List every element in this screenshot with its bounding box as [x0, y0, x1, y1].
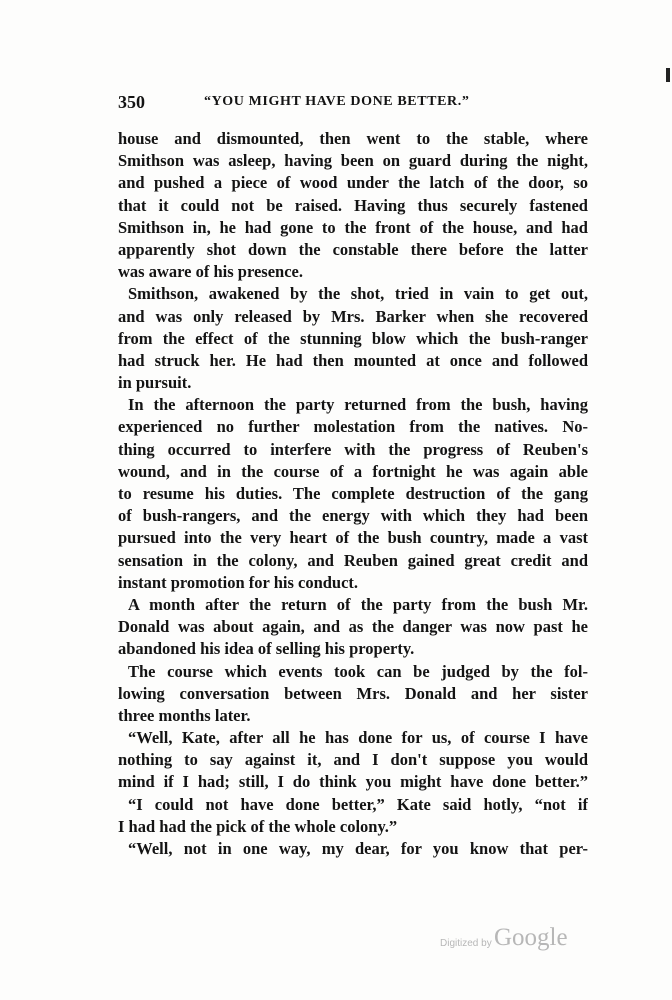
text-line: house and dismounted, then went to the stable, where [118, 129, 588, 148]
text-line: wound, and in the course of a fortnight he was again able [118, 461, 588, 481]
page-edge-mark [666, 68, 670, 82]
text-line: three months later. [118, 705, 251, 725]
text-line: to resume his duties. The complete destruction of the gang [118, 484, 588, 503]
text-line: from the effect of the stunning blow which the bush-ranger [118, 328, 588, 348]
text-line: Donald was about again, and as the danger was now past he [118, 617, 588, 637]
text-line: in pursuit. [118, 373, 192, 393]
text-line: was aware of his presence. [118, 262, 303, 282]
text-line: “I could not have done better,” Kate said hotly, “not if [128, 794, 588, 814]
text-line: experienced no further molestation from the natives. No- [118, 417, 588, 437]
text-line: Smithson in, he had gone to the front of the house, and had [118, 217, 588, 237]
text-line: I had had the pick of the whole colony.” [118, 816, 398, 836]
digitized-by-google-watermark [440, 924, 590, 958]
text-line: lowing conversation between Mrs. Donald and her sister [118, 683, 588, 703]
text-line: Smithson, awakened by the shot, tried in vain to get out, [128, 284, 588, 304]
text-line: and pushed a piece of wood under the latch of the door, so [118, 173, 588, 193]
text-line: thing occurred to interfere with the progress of Reuben's [118, 439, 588, 459]
text-line: that it could not be raised. Having thus securely fastened [118, 195, 588, 215]
text-line: In the afternoon the party returned from the bush, having [128, 395, 588, 415]
text-line: sensation in the colony, and Reuben gained great credit and [118, 550, 588, 570]
text-line: abandoned his idea of selling his property. [118, 639, 415, 659]
watermark-prefix: Digitized by [440, 938, 492, 949]
text-line: “Well, Kate, after all he has done for us, of course I have [128, 728, 588, 748]
running-title: “YOU MIGHT HAVE DONE BETTER.” [204, 94, 470, 109]
text-line: and was only released by Mrs. Barker when she recovered [118, 306, 588, 326]
google-logo: Google [494, 924, 568, 951]
body-text [118, 128, 588, 860]
text-line: nothing to say against it, and I don't suppose you would [118, 750, 588, 770]
text-line: mind if I had; still, I do think you might have done better.” [118, 772, 588, 792]
text-line: of bush-rangers, and the energy with which they had been [118, 506, 588, 526]
text-line: A month after the return of the party from the bush Mr. [128, 594, 588, 614]
text-line: had struck her. He had then mounted at once and followed [118, 350, 588, 370]
text-line: instant promotion for his conduct. [118, 572, 359, 592]
text-line: The course which events took can be judged by the fol- [128, 661, 588, 681]
text-line: “Well, not in one way, my dear, for you know that per- [128, 839, 588, 858]
text-line: apparently shot down the constable there before the latter [118, 239, 588, 259]
running-header [118, 92, 588, 116]
text-line: pursued into the very heart of the bush country, made a vast [118, 528, 588, 548]
text-line: Smithson was asleep, having been on guard during the night, [118, 151, 588, 171]
page-number: 350 [118, 92, 145, 112]
